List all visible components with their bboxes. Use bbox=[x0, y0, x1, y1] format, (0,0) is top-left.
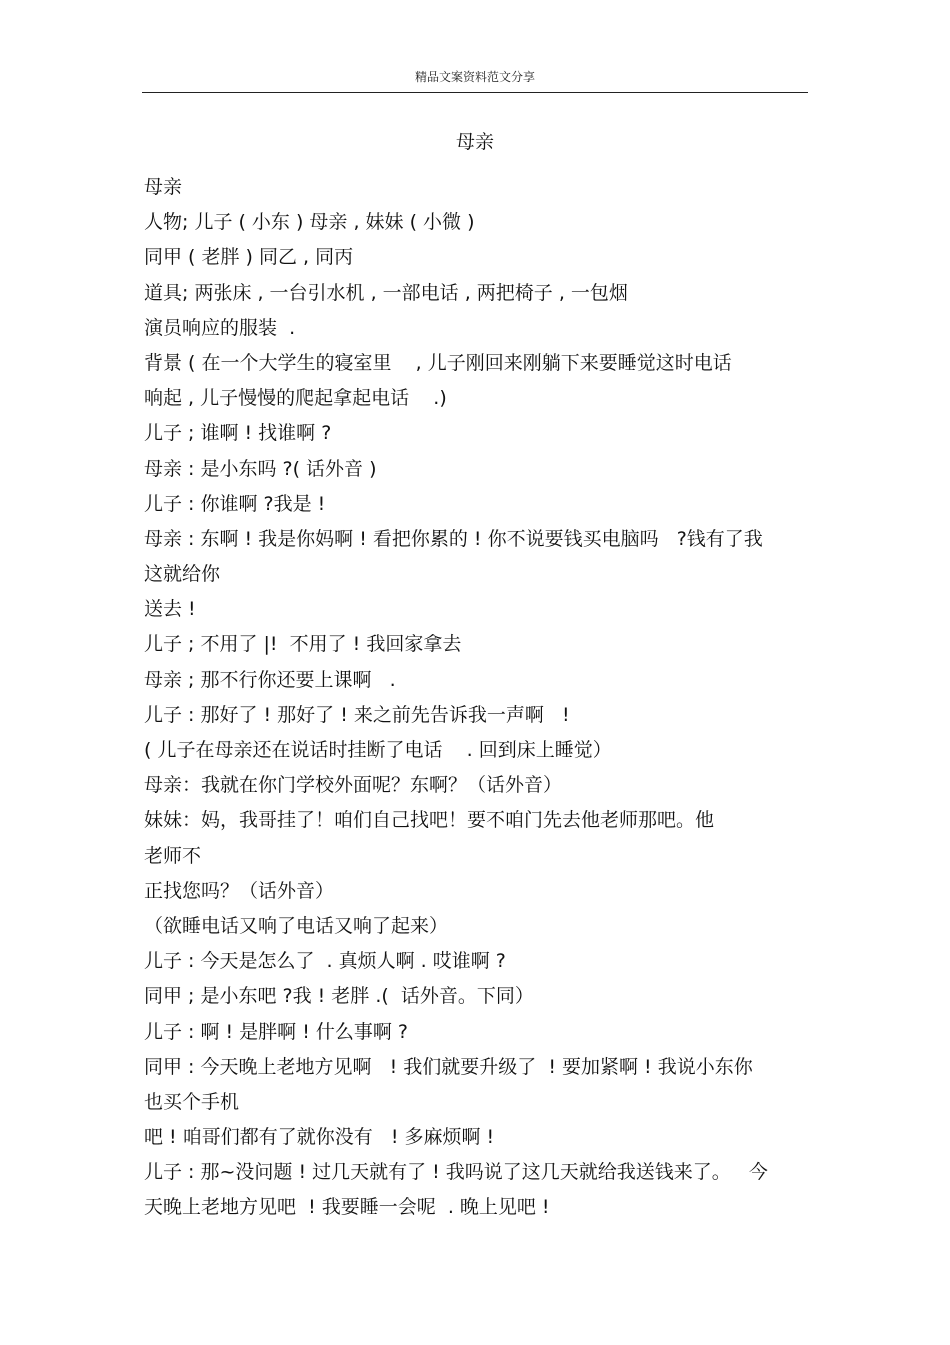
text-line: 正找您吗？（话外音） bbox=[144, 879, 335, 902]
text-line: 同甲 : 今天晚上老地方见啊 ! 我们就要升级了 ! 要加紧啊 ! 我说小东你 bbox=[144, 1055, 753, 1078]
text-line: 同甲 ( 老胖 ) 同乙 , 同丙 bbox=[144, 246, 354, 269]
text-line: ( 儿子在母亲还在说话时挂断了电话 . 回到床上睡觉） bbox=[144, 739, 612, 761]
text-line: 儿子 : 你谁啊 ?我是 ! bbox=[144, 492, 326, 515]
text-line: 母亲 : 东啊 ! 我是你妈啊 ! 看把你累的 ! 你不说要钱买电脑吗 ?钱有了我 bbox=[144, 527, 763, 550]
text-line: 演员响应的服装 . bbox=[144, 316, 296, 339]
text-line: 母亲 bbox=[144, 176, 183, 198]
text-line: 妹妹：妈，我哥挂了！咱们自己找吧！要不咱门先去他老师那吧。他 bbox=[144, 809, 715, 832]
text-line: 母亲：我就在你门学校外面呢？东啊？（话外音） bbox=[144, 774, 563, 797]
text-line: 母亲 ; 那不行你还要上课啊 . bbox=[144, 668, 396, 691]
text-line: 同甲 ; 是小东吧 ?我 ! 老胖 .( 话外音。下同） bbox=[144, 985, 534, 1008]
page-header-text: 精品文案资料范文分享 bbox=[414, 70, 535, 84]
text-line: 人物; 儿子 ( 小东 ) 母亲 , 妹妹 ( 小微 ) bbox=[144, 211, 475, 234]
text-line: 也买个手机 bbox=[144, 1090, 240, 1113]
text-line: 儿子 ; 谁啊 ! 找谁啊 ? bbox=[144, 422, 332, 445]
text-line: 送去 ! bbox=[144, 598, 196, 621]
text-line: （欲睡电话又响了电话又响了起来） bbox=[144, 914, 449, 937]
text-line: 儿子 : 啊 ! 是胖啊 ! 什么事啊 ? bbox=[144, 1020, 408, 1043]
text-line: 母亲 : 是小东吗 ?( 话外音 ) bbox=[144, 457, 377, 480]
text-line: 天晚上老地方见吧 ! 我要睡一会呢 . 晚上见吧 ! bbox=[144, 1196, 550, 1219]
text-line: 吧 ! 咱哥们都有了就你没有 ! 多麻烦啊 ! bbox=[144, 1126, 495, 1149]
page-header bbox=[142, 64, 808, 93]
text-line: 响起 , 儿子慢慢的爬起拿起电话 .) bbox=[144, 387, 447, 410]
document-title: 母亲 bbox=[455, 131, 494, 153]
text-line: 儿子 : 那好了 ! 那好了 ! 来之前先告诉我一声啊 ! bbox=[144, 703, 570, 726]
document-body bbox=[144, 170, 824, 1226]
text-line: 道具; 两张床 , 一台引水机 , 一部电话 , 两把椅子 , 一包烟 bbox=[144, 281, 628, 304]
text-line: 儿子 ; 不用了 |! 不用了 ! 我回家拿去 bbox=[144, 633, 462, 656]
text-line: 儿子 : 今天是怎么了 . 真烦人啊 . 哎谁啊 ? bbox=[144, 950, 506, 973]
text-line: 这就给你 bbox=[144, 563, 221, 586]
text-line: 老师不 bbox=[144, 844, 202, 867]
text-line: 儿子 : 那~没问题 ! 过几天就有了 ! 我吗说了这几天就给我送钱来了。 今 bbox=[144, 1161, 768, 1184]
text-line: 背景 ( 在一个大学生的寝室里 , 儿子刚回来刚躺下来要睡觉这时电话 bbox=[144, 351, 732, 374]
